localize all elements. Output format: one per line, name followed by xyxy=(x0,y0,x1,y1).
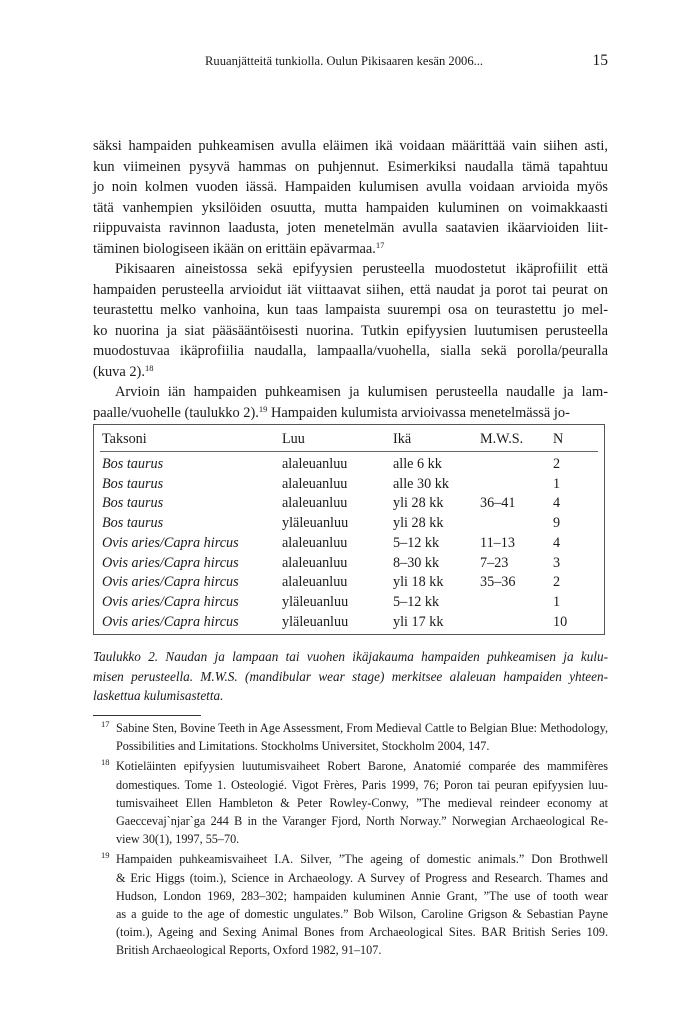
column-header-n: N xyxy=(553,431,564,447)
text-line: teurastettu melko vanhoina, kun taas lampaista suurempi osa on teurastettu jo mel- xyxy=(93,302,608,318)
footnote-line: Sabine Sten, Bovine Teeth in Age Assessment, From Medieval Cattle to Belgian Blue: Methodology, xyxy=(116,721,608,735)
footnote-17 xyxy=(93,719,608,755)
footnote-line: (toim.), Ageing and Sexing Animal Bones from Archaeological Sites. BAR British Series 109. xyxy=(116,925,608,940)
table-row xyxy=(94,535,604,555)
paragraph-1 xyxy=(93,136,608,259)
cell-bone: alaleuanluu xyxy=(282,495,348,511)
cell-taxon: Bos taurus xyxy=(102,476,164,492)
cell-taxon: Ovis aries/Capra hircus xyxy=(102,574,239,590)
cell-age: yli 17 kk xyxy=(393,614,444,630)
cell-taxon: Ovis aries/Capra hircus xyxy=(102,614,239,630)
text-fragment: (kuva 2). xyxy=(93,363,145,380)
cell-taxon: Ovis aries/Capra hircus xyxy=(102,555,239,571)
cell-age: 8–30 kk xyxy=(393,555,440,571)
footnote-line: as a guide to the age of domestic ungulates.” Bob Wilson, Caroline Grigson & Sebastian Payne xyxy=(116,907,608,922)
footnote-line: Hudson, London 1969, 283–302; hampaiden kuluminen Annie Grant, ”The use of tooth wear xyxy=(116,888,608,903)
footnote-number: 19 xyxy=(101,850,110,861)
cell-n: 2 xyxy=(553,456,561,472)
text-line: hampaiden perusteella arvioidut iät viittaavat siihen, että naudat ja porot tai peurat on xyxy=(93,281,608,298)
cell-age: yli 18 kk xyxy=(393,574,444,590)
text-line: riippuvaista ravinnon laadusta, joten menetelmän avulla saatavien ikäarvioiden liit- xyxy=(93,220,608,236)
cell-bone: yläleuanluu xyxy=(282,614,349,630)
cell-taxon: Ovis aries/Capra hircus xyxy=(102,535,239,551)
age-table xyxy=(93,424,605,635)
paragraph-2 xyxy=(93,259,608,382)
text-line: Pikisaaren aineistossa sekä epifyysien perusteella muodostetut ikäprofiilit että xyxy=(115,261,608,277)
cell-bone: yläleuanluu xyxy=(282,515,349,531)
cell-n: 10 xyxy=(553,614,568,630)
footnote-ref-19[interactable]: 19 xyxy=(258,403,268,414)
cell-age: yli 28 kk xyxy=(393,495,444,511)
column-header-mws: M.W.S. xyxy=(480,431,524,447)
cell-bone: alaleuanluu xyxy=(282,476,348,492)
cell-mws: 7–23 xyxy=(480,555,509,571)
footnote-line: domestiques. Tome 1. Osteologié. Vigot Frères, Paris 1999, 76; Poron tai peuran epifyysien luu- xyxy=(116,777,608,792)
footnote-line: view 30(1), 1997, 55–70. xyxy=(116,832,240,847)
footnote-line: Kotieläinten epifyysien luutumisvaiheet Robert Barone, Anatomié comparée des mammifères xyxy=(116,759,608,774)
table-row xyxy=(94,574,604,594)
cell-taxon: Bos taurus xyxy=(102,515,164,531)
footnote-line: tumisvaiheet Ellen Hambleton & Peter Rowley-Conwy, ”The medieval reindeer economy at xyxy=(116,795,608,810)
footnote-line: Hampaiden puhkeamisvaiheet I.A. Silver, ”The ageing of domestic animals.” Don Brothwell xyxy=(116,852,608,867)
column-header-bone: Luu xyxy=(282,431,305,447)
footnote-ref-17[interactable]: 17 xyxy=(375,239,385,250)
cell-taxon: Bos taurus xyxy=(102,495,164,511)
caption-line: laskettua kulumisastetta. xyxy=(93,688,224,703)
body-text xyxy=(93,136,608,423)
cell-age: alle 30 kk xyxy=(393,476,449,492)
table-row xyxy=(94,594,604,614)
cell-taxon: Bos taurus xyxy=(102,456,164,472)
text-fragment: Hampaiden kulumista arvioivassa menetelmässä jo- xyxy=(267,404,570,421)
cell-n: 4 xyxy=(553,535,561,551)
column-header-age: Ikä xyxy=(393,431,412,447)
cell-age: alle 6 kk xyxy=(393,456,442,472)
footnote-line: British Archaeological Reports, Oxford 1982, 91–107. xyxy=(116,943,382,958)
text-line: ko nuorina ja siat pääsääntöisesti nuorina. Tutkin epifyysien luutumisen perusteella xyxy=(93,322,608,339)
text-fragment: paalle/vuohelle (taulukko 2). xyxy=(93,404,259,421)
cell-n: 1 xyxy=(553,476,561,492)
cell-age: yli 28 kk xyxy=(393,515,444,531)
text-line: kun viimeinen pysyvä hammas on puhjennut. Esimerkiksi naudalla tämä tapahtuu xyxy=(93,158,608,175)
cell-n: 3 xyxy=(553,555,561,571)
cell-mws: 11–13 xyxy=(480,535,515,551)
footnotes xyxy=(93,719,608,962)
table-row xyxy=(94,456,604,476)
table-row xyxy=(94,614,604,634)
footnote-ref-18[interactable]: 18 xyxy=(144,362,154,373)
cell-bone: yläleuanluu xyxy=(282,594,349,610)
footnote-19 xyxy=(93,850,608,959)
cell-bone: alaleuanluu xyxy=(282,456,348,472)
table-header-rule xyxy=(100,451,598,452)
table-row xyxy=(94,495,604,515)
text-line xyxy=(93,239,608,260)
cell-n: 1 xyxy=(553,594,561,610)
text-line: tätä vanhempien yksilöiden osuutta, mutta hampaiden kuluminen on voimakkaasti xyxy=(93,199,608,216)
cell-age: 5–12 kk xyxy=(393,535,440,551)
footnote-number: 17 xyxy=(101,719,110,729)
running-title: Ruuanjätteitä tunkiolla. Oulun Pikisaaren kesän 2006... xyxy=(205,54,484,68)
caption-line: Taulukko 2. Naudan ja lampaan tai vuohen ikäjakauma hampaiden puhkeamisen ja kulu- xyxy=(93,649,608,664)
cell-n: 9 xyxy=(553,515,561,531)
text-line: Arvioin iän hampaiden puhkeamisen ja kulumisen perusteella naudalle ja lam- xyxy=(115,384,608,400)
table-caption xyxy=(93,647,608,706)
page-number: 15 xyxy=(592,52,608,69)
table-header-row xyxy=(94,431,604,451)
cell-bone: alaleuanluu xyxy=(282,574,348,590)
text-line xyxy=(93,362,608,383)
paragraph-3 xyxy=(93,382,608,423)
caption-line: misen perusteella. M.W.S. (mandibular wear stage) merkitsee alaleuan hampaiden yhteen- xyxy=(93,668,608,684)
cell-mws: 35–36 xyxy=(480,574,516,590)
cell-mws: 36–41 xyxy=(480,495,516,511)
text-line: jo noin kolmen vuoden iässä. Hampaiden kulumisen avulla voidaan arvioida myös xyxy=(93,179,608,195)
cell-age: 5–12 kk xyxy=(393,594,440,610)
text-fragment: täminen biologiseen ikään on erittäin epävarmaa. xyxy=(93,240,376,257)
footnote-line: Gaeccevaj`njar`ga 244 B in the Varanger Fjord, North Norway.” Norwegian Archaeological Re- xyxy=(116,814,608,829)
cell-taxon: Ovis aries/Capra hircus xyxy=(102,594,239,610)
cell-bone: alaleuanluu xyxy=(282,535,348,551)
running-header xyxy=(93,52,608,72)
footnote-line: Possibilities and Limitations. Stockholms Universitet, Stockholm 2004, 147. xyxy=(116,739,490,754)
cell-bone: alaleuanluu xyxy=(282,555,348,571)
footnote-line: & Eric Higgs (toim.), Science in Archaeology. A Survey of Progress and Research. Thames and xyxy=(116,870,608,885)
footnote-18 xyxy=(93,757,608,848)
column-header-taxon: Taksoni xyxy=(102,431,147,447)
text-line xyxy=(93,403,608,424)
table-row xyxy=(94,555,604,575)
table-row xyxy=(94,515,604,535)
footnote-number: 18 xyxy=(101,757,110,768)
cell-n: 4 xyxy=(553,495,561,511)
text-line: muodostuvaa ikäprofiilia naudalla, lampaalla/vuohella, sialla sekä porolla/peuralla xyxy=(93,343,608,359)
table-row xyxy=(94,476,604,496)
cell-n: 2 xyxy=(553,574,561,590)
text-line: säksi hampaiden puhkeamisen avulla eläimen ikä voidaan määrittää vain siihen asti, xyxy=(93,138,608,154)
